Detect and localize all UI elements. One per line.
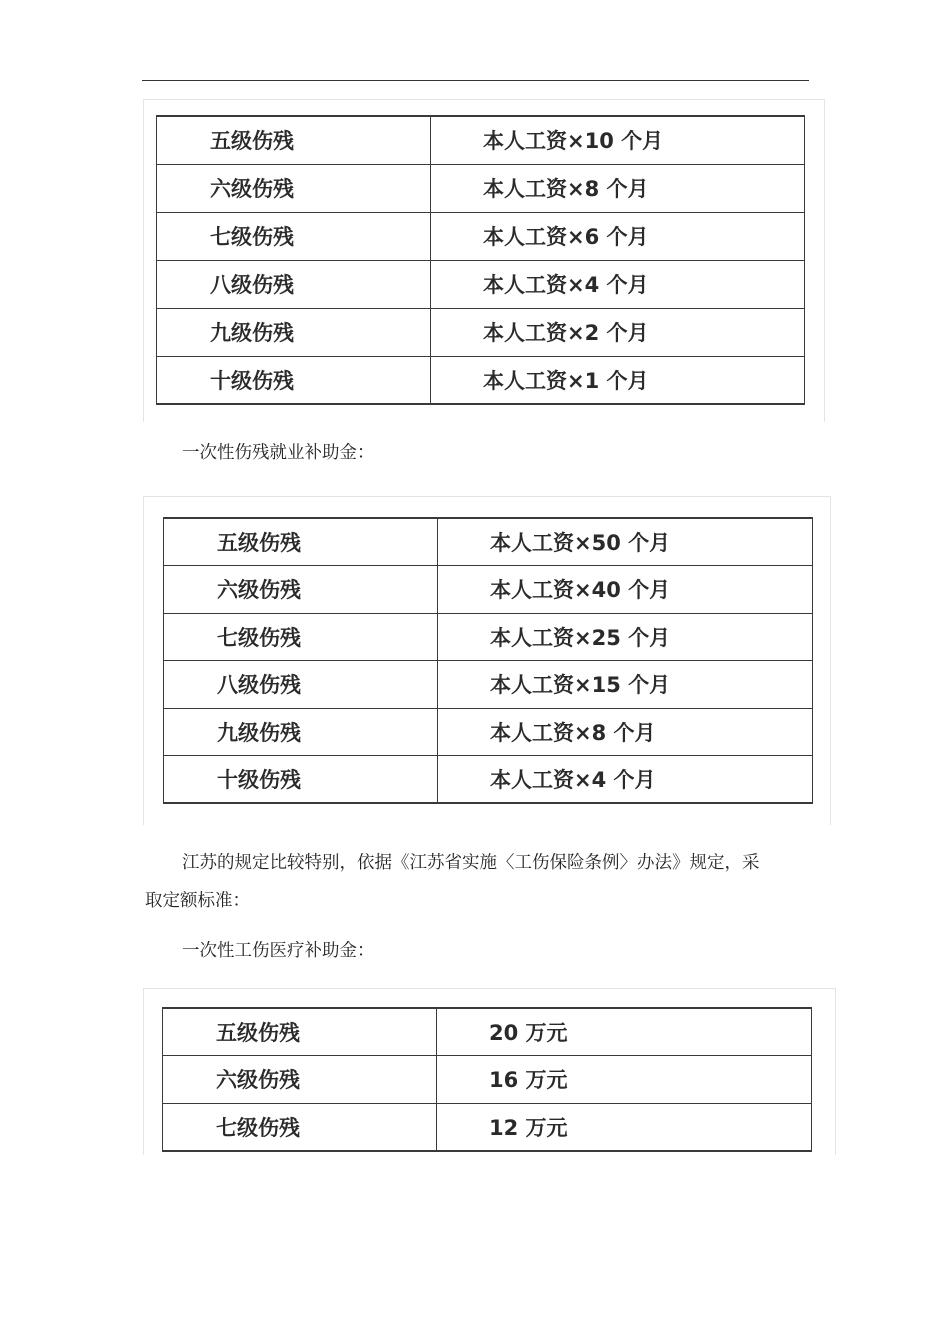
compensation-amount-cell: 20 万元: [437, 1008, 812, 1056]
disability-grade-cell: 五级伤残: [164, 518, 438, 566]
compensation-amount-cell: 本人工资×8 个月: [431, 164, 805, 212]
heading-employment-subsidy: 一次性伤残就业补助金：: [182, 443, 375, 463]
disability-grade-cell: 六级伤残: [163, 1056, 437, 1104]
table-row: [157, 356, 805, 404]
compensation-amount-cell: 本人工资×50 个月: [438, 518, 813, 566]
heading-medical-subsidy: 一次性工伤医疗补助金：: [182, 941, 375, 961]
compensation-amount-cell: 本人工资×4 个月: [431, 260, 805, 308]
table-3-body: [163, 1008, 812, 1151]
table-row: [163, 1103, 812, 1151]
compensation-amount-cell: 本人工资×25 个月: [438, 613, 813, 661]
disability-grade-cell: 七级伤残: [157, 212, 431, 260]
compensation-amount-cell: 本人工资×6 个月: [431, 212, 805, 260]
table-row: [164, 708, 813, 756]
disability-grade-cell: 九级伤残: [164, 708, 438, 756]
table-row: [157, 212, 805, 260]
compensation-amount-cell: 本人工资×10 个月: [431, 116, 805, 164]
disability-grade-cell: 六级伤残: [157, 164, 431, 212]
compensation-amount-cell: 12 万元: [437, 1103, 812, 1151]
disability-grade-cell: 七级伤残: [163, 1103, 437, 1151]
table-3: [162, 1007, 812, 1152]
table-row: [164, 613, 813, 661]
compensation-amount-cell: 本人工资×4 个月: [438, 756, 813, 804]
disability-grade-cell: 八级伤残: [157, 260, 431, 308]
table-row: [163, 1008, 812, 1056]
compensation-amount-cell: 16 万元: [437, 1056, 812, 1104]
disability-grade-cell: 十级伤残: [157, 356, 431, 404]
table-row: [164, 661, 813, 709]
table-row: [164, 566, 813, 614]
table-row: [164, 518, 813, 566]
table-2-body: [164, 518, 813, 803]
disability-grade-cell: 十级伤残: [164, 756, 438, 804]
compensation-amount-cell: 本人工资×15 个月: [438, 661, 813, 709]
table-row: [157, 116, 805, 164]
compensation-amount-cell: 本人工资×40 个月: [438, 566, 813, 614]
disability-grade-cell: 六级伤残: [164, 566, 438, 614]
jiangsu-paragraph-line-2: 取定额标准：: [145, 891, 250, 911]
compensation-amount-cell: 本人工资×2 个月: [431, 308, 805, 356]
table-1: [156, 115, 805, 405]
compensation-amount-cell: 本人工资×8 个月: [438, 708, 813, 756]
table-row: [164, 756, 813, 804]
disability-grade-cell: 八级伤残: [164, 661, 438, 709]
disability-grade-cell: 五级伤残: [163, 1008, 437, 1056]
disability-grade-cell: 九级伤残: [157, 308, 431, 356]
compensation-amount-cell: 本人工资×1 个月: [431, 356, 805, 404]
table-row: [157, 164, 805, 212]
jiangsu-paragraph-line-1: 江苏的规定比较特别，依据《江苏省实施〈工伤保险条例〉办法》规定，采: [182, 853, 760, 873]
table-row: [163, 1056, 812, 1104]
table-row: [157, 260, 805, 308]
header-rule: [142, 80, 809, 81]
disability-grade-cell: 七级伤残: [164, 613, 438, 661]
table-row: [157, 308, 805, 356]
table-2: [163, 517, 813, 804]
table-1-body: [157, 116, 805, 404]
disability-grade-cell: 五级伤残: [157, 116, 431, 164]
